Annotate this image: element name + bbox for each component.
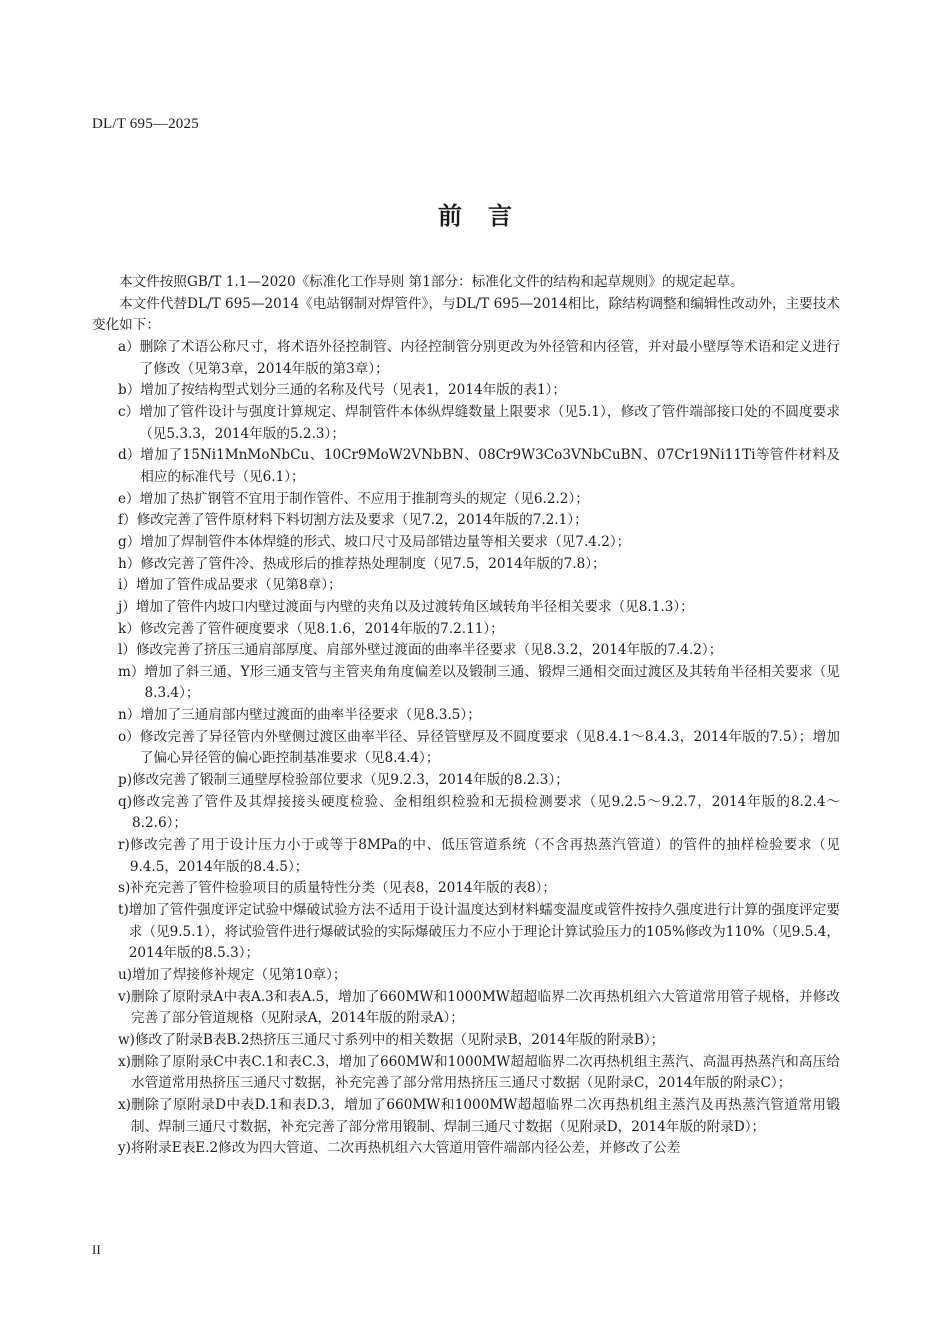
list-item-marker: w) (118, 1031, 135, 1048)
list-item (92, 1095, 840, 1138)
list-item (92, 792, 840, 835)
list-item-marker: x) (118, 1096, 131, 1113)
list-item (92, 1052, 840, 1095)
list-item-text: 增加了管件设计与强度计算规定、焊制管件本体纵焊缝数量上限要求（见5.1），修改了管件端部接口处的不圆度要求（见5.3.3，2014年版的5.2.3）； (139, 403, 840, 442)
list-item (92, 510, 840, 532)
list-item-marker: s) (118, 880, 131, 897)
list-item-text: 删除了原附录C中表C.1和表C.3，增加了660MW和1000MW超超临界二次再热机组主蒸汽、高温再热蒸汽和高压给水管道常用热挤压三通尺寸数据，补充完善了部分常用热挤压三通尺寸数据（见附录C，2014年版的附录C）； (130, 1053, 840, 1092)
list-item-marker: a） (118, 338, 140, 355)
list-item-text: 增加了按结构型式划分三通的名称及代号（见表1，2014年版的表1）； (140, 382, 567, 399)
list-item (92, 662, 840, 705)
list-item-text: 增加了焊接修补规定（见第10章）； (132, 967, 347, 983)
list-item-marker: e） (118, 490, 140, 507)
list-item (92, 900, 840, 965)
list-item-text: 增加了焊制管件本体焊缝的形式、坡口尺寸及局部错边量等相关要求（见7.4.2）； (140, 533, 631, 550)
list-item (92, 835, 840, 878)
list-item-marker: g） (118, 533, 141, 550)
list-item-text: 删除了原附录D中表D.1和表D.3，增加了660MW和1000MW超超临界二次再热机组主蒸汽及再热蒸汽管道常用锻制、焊制三通尺寸数据，补充完善了部分常用锻制、焊制三通尺寸数据（见附录D，2014年版的附录D）； (130, 1096, 840, 1135)
list-item-text: 修改完善了挤压三通肩部厚度、肩部外壁过渡面的曲率半径要求（见8.3.2，2014年版的7.4.2）； (135, 642, 723, 659)
page-title: 前言 (438, 201, 538, 230)
list-item-marker: t) (118, 902, 129, 919)
list-item-marker: l） (118, 642, 136, 659)
list-item (92, 770, 840, 792)
list-item-text: 增加了15Ni1MnMoNbCu、10Cr9MoW2VNbBN、08Cr9W3Co3VNbCuBN、07Cr19Ni11Ti等管件材料及相应的标准代号（见6.1）； (140, 447, 840, 485)
list-item-text: 修改了附录B表B.2热挤压三通尺寸系列中的相关数据（见附录B，2014年版的附录B）； (134, 1031, 665, 1048)
intro-paragraph-drafting: 本文件按照GB/T 1.1—2020《标准化工作导则 第1部分：标准化文件的结构和起草规则》的规定起草。 (119, 274, 744, 290)
list-item-text: 删除了原附录A中表A.3和表A.5，增加了660MW和1000MW超超临界二次再热机组六大管道常用管子规格，并修改完善了部分管道规格（见附录A，2014年版的附录A）； (130, 988, 840, 1027)
list-item (92, 965, 840, 987)
list-item-marker: q) (118, 793, 133, 810)
list-item (92, 445, 840, 488)
list-item-marker: x) (118, 1053, 131, 1070)
list-item-text: 补充完善了管件检验项目的质量特性分类（见表8，2014年版的表8）； (130, 880, 556, 897)
foreword-body (92, 272, 840, 1160)
list-item-text: 将附录E表E.2修改为四大管道、二次再热机组六大管道用管件端部内径公差，并修改了公差 (130, 1140, 681, 1157)
list-item-marker: y) (118, 1140, 131, 1157)
list-item (92, 575, 840, 597)
list-item-marker: c） (118, 403, 140, 420)
list-item-text: 修改完善了管件原材料下料切割方法及要求（见7.2，2014年版的7.2.1）； (136, 512, 588, 529)
list-item (92, 987, 840, 1030)
list-item-marker: f） (118, 512, 137, 529)
list-item-marker: n） (118, 707, 141, 724)
list-item-text: 增加了斜三通、Y形三通支管与主管夹角角度偏差以及锻制三通、锻焊三通相交面过渡区及其转角半径相关要求（见8.3.4）； (144, 663, 840, 702)
list-item-marker: u) (118, 967, 133, 983)
list-item (92, 1138, 840, 1160)
list-item (92, 1030, 840, 1052)
list-item-marker: k） (118, 620, 140, 637)
list-item-text: 增加了管件强度评定试验中爆破试验方法不适用于设计温度达到材料蠕变温度或管件按持久强度进行计算的强度评定要求（见9.5.1），将试验管件进行爆破试验的实际爆破压力不应小于理论计算试验压力的105%修改为110%（见9.5.4，2014年版的8.5.3）； (128, 902, 840, 962)
list-item-text: 修改完善了管件冷、热成形后的推荐热处理制度（见7.5，2014年版的7.8）； (140, 555, 606, 572)
list-item-text: 删除了术语公称尺寸，将术语外径控制管、内径控制管分别更改为外径管和内径管，并对最小壁厚等术语和定义进行了修改（见第3章，2014年版的第3章）； (139, 338, 840, 377)
list-item-text: 增加了三通肩部内壁过渡面的曲率半径要求（见8.3.5）； (140, 707, 481, 724)
list-item-marker: i） (118, 577, 136, 594)
page-number: II (92, 1242, 101, 1257)
list-item (92, 554, 840, 576)
list-item-text: 增加了热扩钢管不宜用于制作管件、不应用于推制弯头的规定（见6.2.2）； (139, 490, 589, 507)
list-item-marker: m） (118, 663, 145, 680)
list-item (92, 878, 840, 900)
list-item-marker: d） (118, 447, 141, 464)
list-item (92, 705, 840, 727)
list-item-text: 修改完善了异径管内外壁侧过渡区曲率半径、异径管壁厚及不圆度要求（见8.4.1～8.4.3，2014年版的7.5）；增加了偏心异径管的偏心距控制基准要求（见8.4.4）； (139, 728, 840, 767)
list-item (92, 597, 840, 619)
list-item (92, 619, 840, 641)
list-item (92, 640, 840, 662)
list-item (92, 489, 840, 511)
list-item (92, 337, 840, 380)
list-item-text: 增加了管件内坡口内壁过渡面与内壁的夹角以及过渡转角区域转角半径相关要求（见8.1.3）； (135, 598, 694, 615)
document-code: DL/T 695—2025 (92, 116, 199, 132)
list-item-text: 增加了管件成品要求（见第8章）； (135, 577, 342, 594)
list-item-text: 修改完善了用于设计压力小于或等于8MPa的中、低压管道系统（不含再热蒸汽管道）的管件的抽样检验要求（见9.4.5，2014年版的8.4.5）； (129, 837, 840, 875)
list-item (92, 380, 840, 402)
list-item-marker: p) (118, 772, 133, 789)
technical-changes-list (92, 337, 840, 1160)
intro-paragraph-replacement: 本文件代替DL/T 695—2014《电站钢制对焊管件》，与DL/T 695—2014相比，除结构调整和编辑性改动外，主要技术变化如下： (92, 295, 840, 334)
list-item (92, 727, 840, 770)
list-item (92, 402, 840, 445)
list-item-marker: j） (118, 598, 136, 615)
list-item (92, 532, 840, 554)
list-item-text: 修改完善了管件硬度要求（见8.1.6，2014年版的7.2.11）； (139, 620, 504, 637)
list-item-marker: v) (118, 988, 131, 1005)
list-item-marker: h） (118, 555, 141, 572)
list-item-marker: b） (118, 382, 141, 399)
list-item-marker: o） (118, 728, 140, 745)
list-item-marker: r) (118, 837, 130, 854)
list-item-text: 修改完善了锻制三通壁厚检验部位要求（见9.2.3，2014年版的8.2.3）； (132, 772, 569, 789)
list-item-text: 修改完善了管件及其焊接接头硬度检验、金相组织检验和无损检测要求（见9.2.5～9.2.7，2014年版的8.2.4～8.2.6）； (132, 793, 840, 832)
